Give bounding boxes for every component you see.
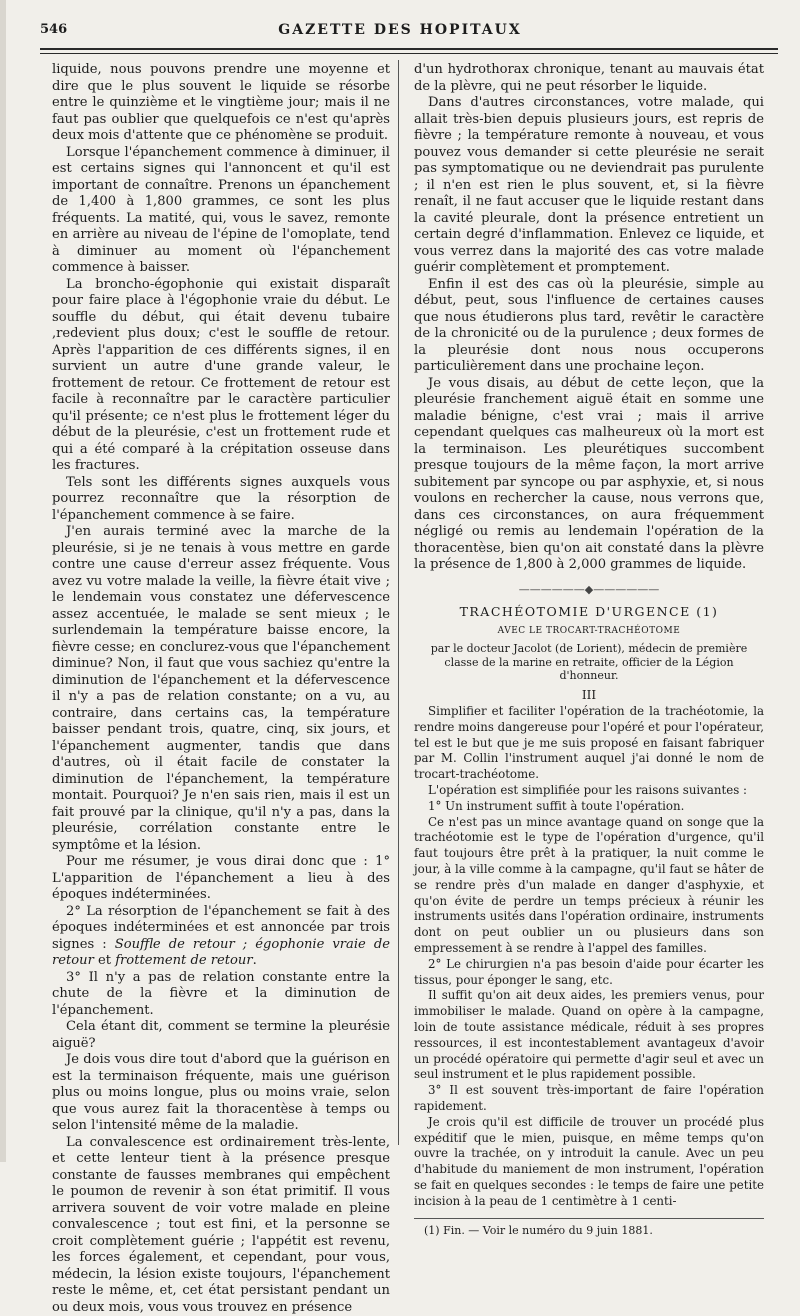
paragraph: 1° Un instrument suffit à toute l'opération. — [414, 799, 764, 815]
article-subtitle: AVEC LE TROCART-TRACHÉOTOME — [414, 623, 764, 640]
right-column — [414, 62, 764, 1239]
paragraph: liquide, nous pouvons prendre une moyenne et dire que le plus souvent le liquide se résorbe entre le quinzième et le vingtième jour; mais il ne faut pas oublier que quelquefois ce n'est qu'après deux mois d'attente que ce phénomène se produit. — [52, 62, 390, 145]
paragraph: 3° Il est souvent très-important de faire l'opération rapidement. — [414, 1083, 764, 1115]
text: . — [253, 953, 257, 968]
paragraph: La convalescence est ordinairement très-lente, et cette lenteur tient à la présence presque constante de fausses membranes qui empêchent le poumon de revenir à son état primitif. Il vous arrivera souvent de voir votre malade en pleine convalescence ; tout est fini, et la personne se croit complètement guérie ; l'appétit est revenu, les forces également, et cependant, pour vous, médecin, la lésion existe toujours, l'épanchement reste le même, et, cet état persistant pendant un ou deux mois, vous vous trouvez en présence — [52, 1135, 390, 1316]
paragraph: 3° Il n'y a pas de relation constante entre la chute de la fièvre et la diminution de l'épanchement. — [52, 970, 390, 1020]
paragraph: Lorsque l'épanchement commence à diminuer, il est certains signes qui l'annoncent et qu'il est important de connaître. Prenons un épanchement de 1,400 à 1,800 grammes, ce sont les plus fréquents. La matité, qui, vous le savez, remonte en arrière au niveau de l'épine de l'omoplate, tend à diminuer au moment où l'épanchement commence à baisser. — [52, 145, 390, 277]
left-column — [52, 62, 390, 1316]
column-divider — [398, 60, 399, 1145]
journal-title: GAZETTE DES HOPITAUX — [0, 22, 800, 38]
paragraph: Enfin il est des cas où la pleurésie, simple au début, peut, sous l'influence de certaines causes que nous étudierons plus tard, revêtir le caractère de la chronicité ou de la purulence ; deux formes de la pleurésie dont nous nous occuperons particulièrement dans une prochaine leçon. — [414, 277, 764, 376]
paragraph: L'opération est simplifiée pour les raisons suivantes : — [414, 783, 764, 799]
header-rule — [40, 48, 778, 50]
text: 2° La résorption de l'épanchement se fait à des époques indéterminées et est annoncée par trois signes : — [52, 904, 390, 952]
page-header — [0, 0, 800, 48]
article-body — [414, 704, 764, 1210]
paragraph: Il suffit qu'on ait deux aides, les premiers venus, pour immobiliser le malade. Quand on opère à la campagne, loin de toute assistance médicale, réduit à ses propres ressources, il est incontestablement avantageux d'avoir un procédé opératoire qui permette d'agir seul et avec un seul instrument et le plus rapidement possible. — [414, 988, 764, 1083]
paragraph: Pour me résumer, je vous dirai donc que : 1° L'apparition de l'épanchement a lieu à des époques indéterminées. — [52, 854, 390, 904]
paragraph: J'en aurais terminé avec la marche de la pleurésie, si je ne tenais à vous mettre en garde contre une cause d'erreur assez fréquente. Vous avez vu votre malade la veille, la fièvre était vive ; le lendemain vous constatez une défervescence assez accentuée, le malade se sent mieux ; le surlendemain la température baisse encore, la fièvre cesse; en conclurez-vous que l'épanchement diminue? Non, il faut que vous sachiez qu'entre la diminution de l'épanchement et la défervescence il n'y a pas de relation constante; on a vu, au contraire, dans certains cas, la température baisser pendant trois, quatre, cinq, six jours, et l'épanchement augmenter, tandis que dans d'autres, où il était facile de constater la diminution de l'épanchement, la température montait. Pourquoi? Je n'en sais rien, mais il est un fait prouvé par la clinique, qu'il n'y a pas, dans la pleurésie, corrélation constante entre le symptôme et la lésion. — [52, 524, 390, 854]
footnote: (1) Fin. — Voir le numéro du 9 juin 1881. — [414, 1223, 764, 1240]
header-rule-thin — [40, 53, 778, 54]
paragraph: Ce n'est pas un mince avantage quand on songe que la trachéotomie est le type de l'opération d'urgence, qu'il faut toujours être prêt à la pratiquer, la nuit comme le jour, à la ville comme à la campagne, qu'il faut se hâter de se rendre près d'un malade en danger d'asphyxie, et qu'on évite de perdre un temps précieux à réunir les instruments usités dans l'opération ordinaire, instruments dont on peut oublier un ou plusieurs dans son empressement à se rendre à l'appel des familles. — [414, 815, 764, 957]
paragraph: 2° Le chirurgien n'a pas besoin d'aide pour écarter les tissus, pour éponger le sang, etc. — [414, 957, 764, 989]
article-title: TRACHÉOTOMIE D'URGENCE (1) — [414, 604, 764, 621]
paragraph: Je crois qu'il est difficile de trouver un procédé plus expéditif que le mien, puisque, en même temps qu'on ouvre la trachée, on y introduit la canule. Avec un peu d'habitude du maniement de mon instrument, l'opération se fait en quelques secondes : le temps de faire une petite incision à la peau de 1 centimètre à 1 centi- — [414, 1115, 764, 1210]
footnote-rule — [414, 1218, 764, 1219]
paragraph: Je dois vous dire tout d'abord que la guérison en est la terminaison fréquente, mais une guérison plus ou moins longue, plus ou moins vraie, selon que vous aurez fait la thoracentèse à temps ou selon l'intensité même de la maladie. — [52, 1052, 390, 1135]
italic-text: Souffle de retour ; égophonie vraie de retour — [52, 937, 390, 969]
section-separator: ——————◆—————— — [414, 582, 764, 599]
part-number: III — [414, 687, 764, 704]
page-number: 546 — [40, 22, 67, 37]
article-byline: par le docteur Jacolot (de Lorient), médecin de première classe de la marine en retraite, officier de la Légion d'honneur. — [414, 642, 764, 683]
paragraph: Cela étant dit, comment se termine la pleurésie aiguë? — [52, 1019, 390, 1052]
italic-text: frottement de retour — [115, 953, 252, 968]
paragraph: Dans d'autres circonstances, votre malade, qui allait très-bien depuis plusieurs jours, est repris de fièvre ; la température remonte à nouveau, et vous pouvez vous demander si cette pleurésie ne serait pas symptomatique ou ne deviendrait pas purulente ; il n'en est rien le plus souvent, et, si la fièvre renaît, il ne faut accuser que le liquide restant dans la cavité pleurale, dont la présence entretient un certain degré d'inflammation. Enlevez ce liquide, et vous verrez dans la majorité des cas votre malade guérir complètement et promptement. — [414, 95, 764, 277]
paragraph: La broncho-égophonie qui existait disparaît pour faire place à l'égophonie vraie du début. Le souffle du début, qui était devenu tubaire ,redevient plus doux; c'est le souffle de retour. Après l'apparition de ces différents signes, il en survient un autre d'une grande valeur, le frottement de retour. Ce frottement de retour est facile à reconnaître par le caractère particulier qu'il présente; ce n'est plus le frottement léger du début de la pleurésie, c'est un frottement rude et qui a été comparé à la crépitation osseuse dans les fractures. — [52, 277, 390, 475]
text: et — [94, 953, 115, 968]
paragraph: Tels sont les différents signes auxquels vous pourrez reconnaître que la résorption de l'épanchement commence à se faire. — [52, 475, 390, 525]
paragraph: Simplifier et faciliter l'opération de la trachéotomie, la rendre moins dangereuse pour l'opéré et pour l'opérateur, tel est le but que je me suis proposé en faisant fabriquer par M. Collin l'instrument auquel j'ai donné le nom de trocart-trachéotome. — [414, 704, 764, 783]
paragraph — [52, 904, 390, 970]
page-edge — [0, 0, 6, 1162]
paragraph: Je vous disais, au début de cette leçon, que la pleurésie franchement aiguë était en somme une maladie bénigne, c'est vrai ; mais il arrive cependant quelques cas malheureux où la mort est la terminaison. Les pleurétiques succombent presque toujours de la même façon, la mort arrive subitement par syncope ou par asphyxie, et, si nous voulons en rechercher la cause, nous verrons que, dans ces circonstances, on aura fréquemment négligé ou remis au lendemain l'opération de la thoracentèse, bien qu'on ait constaté dans la plèvre la présence de 1,800 à 2,000 grammes de liquide. — [414, 376, 764, 574]
paragraph: d'un hydrothorax chronique, tenant au mauvais état de la plèvre, qui ne peut résorber le liquide. — [414, 62, 764, 95]
